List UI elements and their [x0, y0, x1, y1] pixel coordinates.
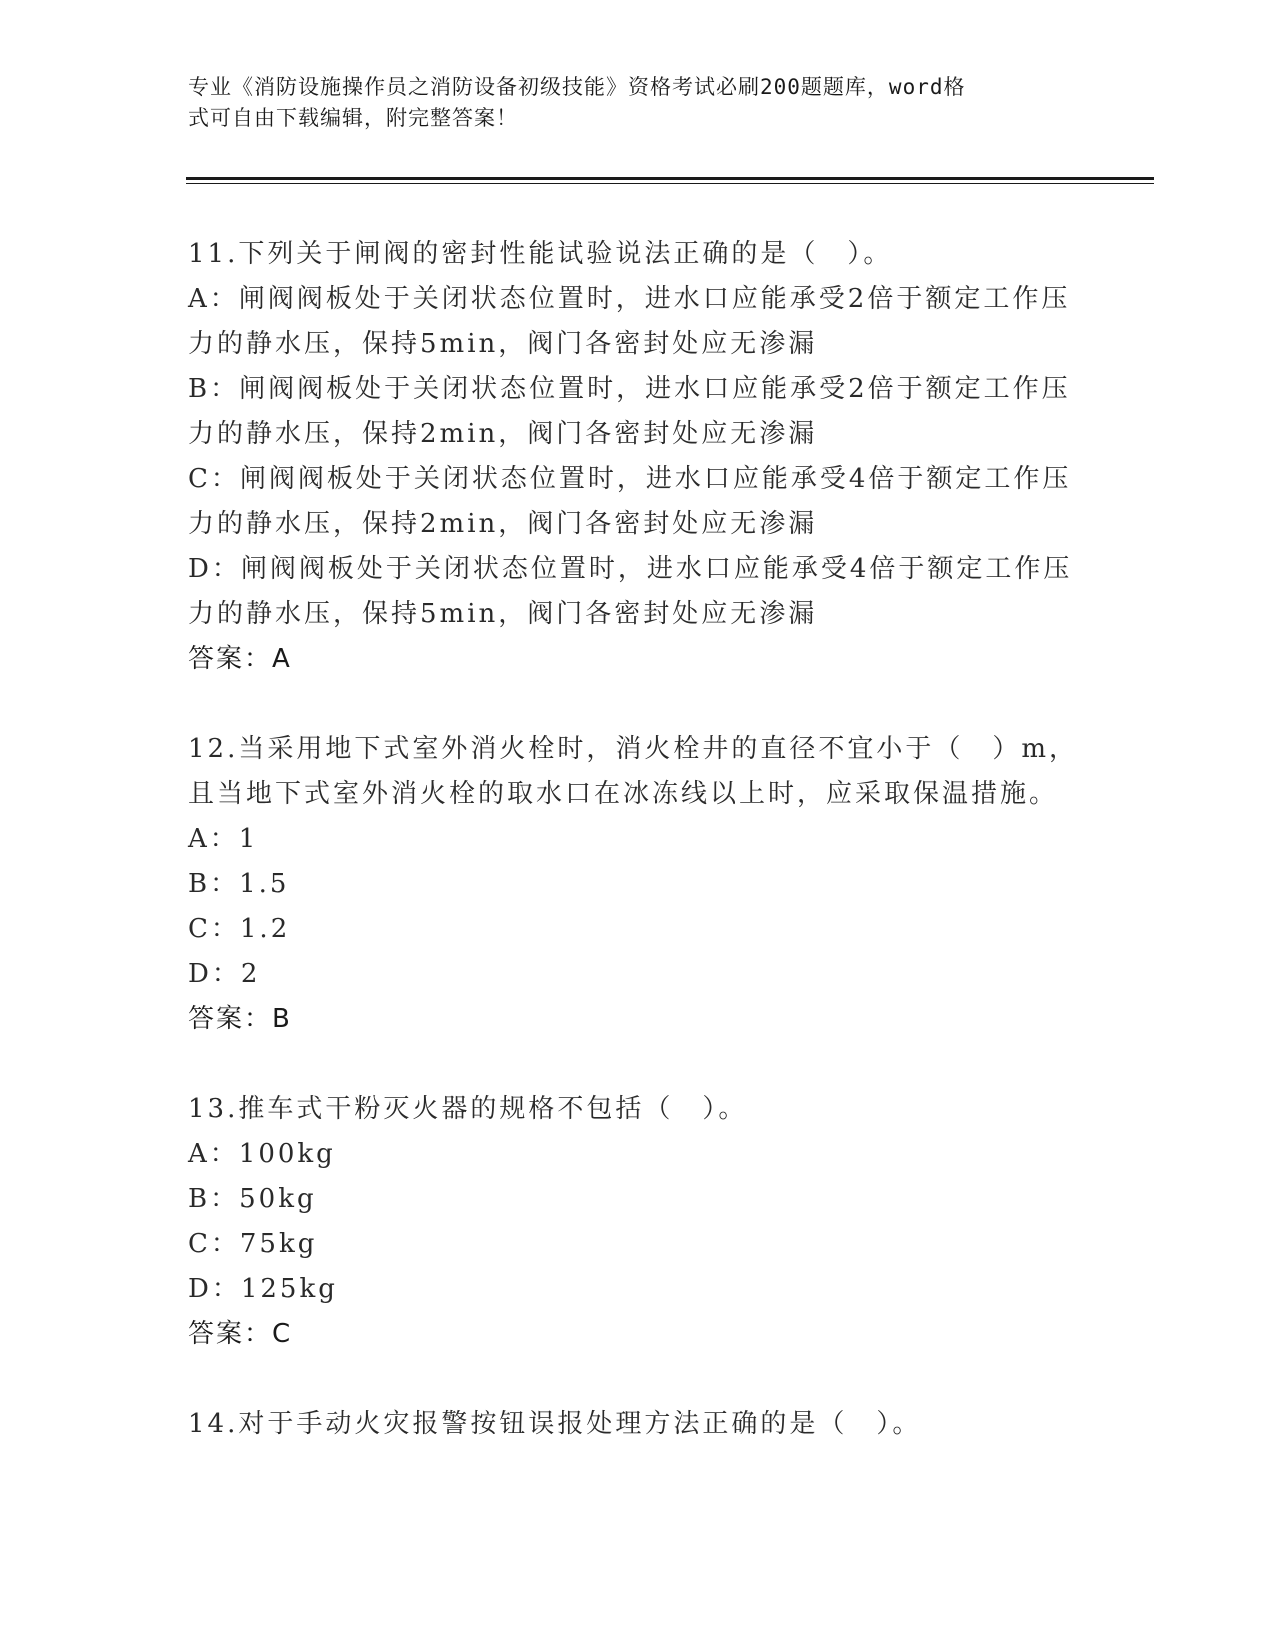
option-b: B：1.5 [188, 869, 290, 899]
question-stem: 14.对于手动火灾报警按钮误报处理方法正确的是（ ）。 [188, 1409, 922, 1439]
option-b: B：50kg [188, 1184, 317, 1214]
header-divider-thick [186, 177, 1154, 180]
option-d: D：125kg [188, 1274, 338, 1304]
header-line-2: 式可自由下载编辑，附完整答案！ [188, 106, 518, 130]
answer-label: 答案：A [188, 644, 292, 674]
option-b: B：闸阀阀板处于关闭状态位置时，进水口应能承受2倍于额定工作压 [188, 374, 1071, 404]
question-13 [188, 1087, 1088, 1357]
header-divider-thin [186, 183, 1154, 184]
question-11 [188, 232, 1088, 682]
option-a: A：闸阀阀板处于关闭状态位置时，进水口应能承受2倍于额定工作压 [188, 284, 1071, 314]
question-spacer [188, 1042, 1088, 1087]
question-stem: 13.推车式干粉灭火器的规格不包括（ ）。 [188, 1094, 748, 1124]
option-a: A：100kg [188, 1139, 336, 1169]
question-14 [188, 1402, 1088, 1447]
option-d: D：闸阀阀板处于关闭状态位置时，进水口应能承受4倍于额定工作压 [188, 554, 1073, 584]
question-list [188, 232, 1088, 1447]
question-stem-continued: 且当地下式室外消火栓的取水口在冰冻线以上时，应采取保温措施。 [188, 779, 1059, 809]
answer-label: 答案：C [188, 1319, 293, 1349]
option-a: A：1 [188, 824, 259, 854]
header-line-1: 专业《消防设施操作员之消防设备初级技能》资格考试必刷200题题库，word格 [188, 75, 966, 99]
question-spacer [188, 1357, 1088, 1402]
question-stem: 12.当采用地下式室外消火栓时，消火栓井的直径不宜小于（ ）m， [188, 734, 1079, 764]
option-d-continued: 力的静水压，保持5min，阀门各密封处应无渗漏 [188, 599, 818, 629]
option-b-continued: 力的静水压，保持2min，阀门各密封处应无渗漏 [188, 419, 818, 449]
option-d: D：2 [188, 959, 261, 989]
question-spacer [188, 682, 1088, 727]
option-c: C：1.2 [188, 914, 291, 944]
option-c: C：75kg [188, 1229, 318, 1259]
answer-label: 答案：B [188, 1004, 292, 1034]
option-a-continued: 力的静水压，保持5min，阀门各密封处应无渗漏 [188, 329, 818, 359]
question-stem: 11.下列关于闸阀的密封性能试验说法正确的是（ ）。 [188, 239, 893, 269]
option-c: C：闸阀阀板处于关闭状态位置时，进水口应能承受4倍于额定工作压 [188, 464, 1072, 494]
option-c-continued: 力的静水压，保持2min，阀门各密封处应无渗漏 [188, 509, 818, 539]
question-12 [188, 727, 1088, 1042]
document-header [188, 72, 1068, 134]
